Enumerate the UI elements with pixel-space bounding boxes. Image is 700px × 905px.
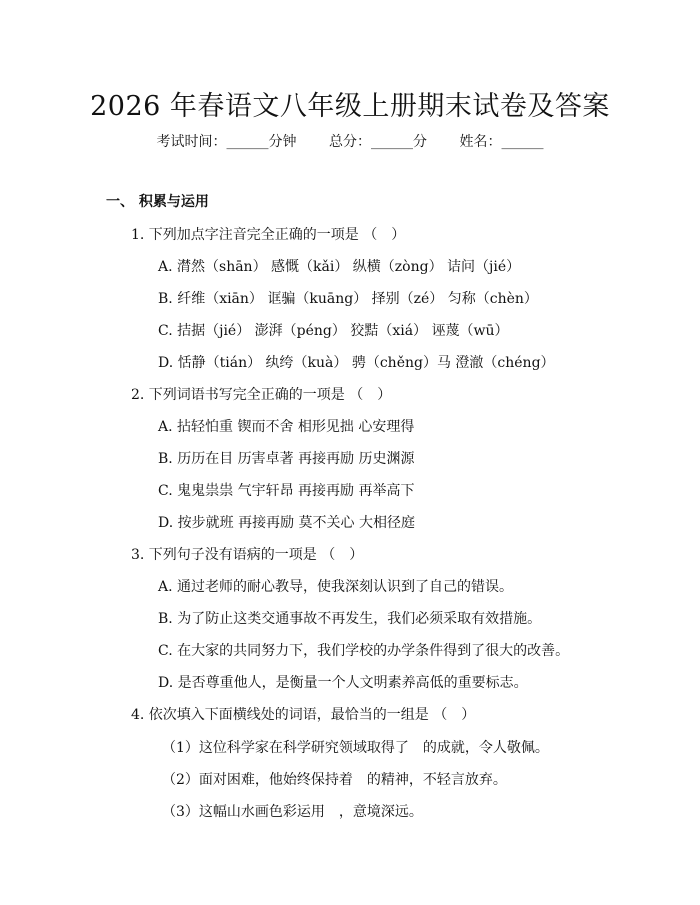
question-2-option-b: B. 历历在目 历害卓著 再接再励 历史渊源: [158, 451, 415, 467]
question-4-item-2: （2）面对困难，他始终保持着 的精神，不轻言放弃。: [162, 772, 507, 788]
question-4-stem: 4. 依次填入下面横线处的词语，最恰当的一组是 （ ）: [131, 707, 476, 723]
question-4-item-1: （1）这位科学家在科学研究领域取得了 的成就，令人敬佩。: [162, 740, 549, 756]
question-2-stem: 2. 下列词语书写完全正确的一项是 （ ）: [131, 387, 392, 403]
question-2-option-c: C. 鬼鬼祟祟 气宇轩昂 再接再励 再举高下: [158, 483, 415, 499]
student-name-field: 姓名：______: [459, 134, 544, 150]
question-2-option-a: A. 拈轻怕重 锲而不舍 相形见拙 心安理得: [158, 419, 415, 435]
page-title: 2026 年春语文八年级上册期末试卷及答案: [90, 91, 610, 122]
total-score-field: 总分：______分: [329, 134, 427, 150]
section-heading: 一、 积累与运用: [106, 194, 209, 210]
question-1-option-a: A. 潸然（shān） 感慨（kǎi） 纵横（zòng） 诘问（jié）: [158, 259, 521, 275]
question-1-option-d: D. 恬静（tián） 纨绔（kuà） 骋（chěng）马 澄澈（chéng）: [158, 355, 555, 371]
question-3-option-b: B. 为了防止这类交通事故不再发生，我们必须采取有效措施。: [158, 611, 542, 627]
question-1-stem: 1. 下列加点字注音完全正确的一项是 （ ）: [131, 227, 406, 243]
question-3-option-a: A. 通过老师的耐心教导，使我深刻认识到了自己的错误。: [158, 579, 514, 595]
question-1-option-b: B. 纤维（xiān） 诓骗（kuāng） 择别（zé） 匀称（chèn）: [158, 291, 538, 307]
question-4-item-3: （3）这幅山水画色彩运用 ，意境深远。: [162, 804, 423, 820]
question-3-option-d: D. 是否尊重他人，是衡量一个人文明素养高低的重要标志。: [158, 675, 528, 691]
question-3-stem: 3. 下列句子没有语病的一项是 （ ）: [131, 547, 364, 563]
question-2-option-d: D. 按步就班 再接再励 莫不关心 大相径庭: [158, 515, 415, 531]
exam-time-field: 考试时间：______分钟: [156, 134, 297, 150]
question-3-option-c: C. 在大家的共同努力下，我们学校的办学条件得到了很大的改善。: [158, 643, 570, 659]
exam-meta: [0, 131, 700, 151]
question-1-option-c: C. 拮据（jié） 澎湃（péng） 狡黠（xiá） 诬蔑（wū）: [158, 323, 509, 339]
